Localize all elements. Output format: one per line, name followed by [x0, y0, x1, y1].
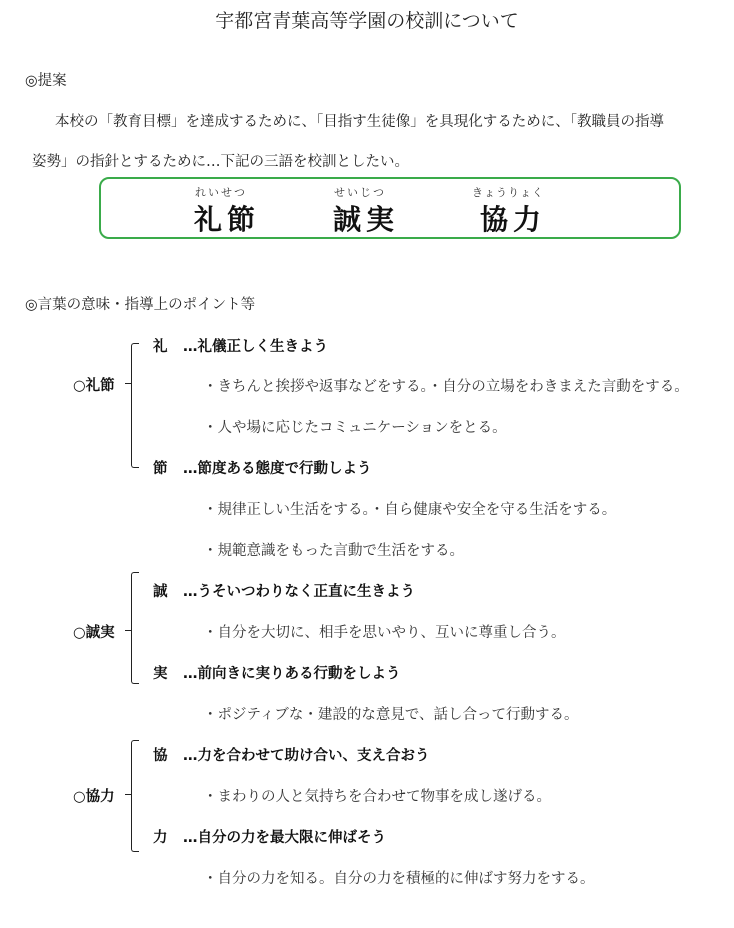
group-label-seijitsu: ○誠実	[73, 625, 115, 641]
point-rei-2: ・人や場に応じたコミュニケーションをとる。	[203, 420, 507, 436]
motto-word-reisetsu: 礼節	[194, 203, 261, 236]
brace-tick-seijitsu	[125, 630, 131, 631]
motto-ruby-reisetsu: れいせつ	[195, 186, 247, 199]
point-setsu-2: ・規範意識をもった言動で生活をする。	[203, 543, 464, 559]
sub-char-rei: 礼	[153, 339, 168, 355]
point-ryoku-1: ・自分の力を知る。自分の力を積極的に伸ばす努力をする。	[203, 871, 595, 887]
meaning-heading: ◎言葉の意味・指導上のポイント等	[25, 297, 256, 313]
sub-char-jitsu: 実	[153, 666, 168, 682]
sub-char-sei: 誠	[153, 584, 168, 600]
group-label-reisetsu: ○礼節	[73, 378, 115, 394]
motto-word-kyouryoku: 協力	[480, 203, 547, 236]
motto-ruby-kyouryoku: きょうりょく	[472, 186, 544, 199]
point-rei-1: ・きちんと挨拶や返事などをする。・自分の立場をわきまえた言動をする。	[203, 379, 689, 395]
brace-kyouryoku	[131, 740, 139, 852]
proposal-line-2: 姿勢」の指針とするために…下記の三語を校訓としたい。	[32, 154, 409, 170]
page-title: 宇都宮青葉高等学園の校訓について	[215, 10, 519, 32]
proposal-line-1: 本校の「教育目標」を達成するために、「目指す生徒像」を具現化するために、「教職員の指導	[55, 114, 664, 130]
sub-meaning-jitsu: …前向きに実りある行動をしよう	[183, 666, 401, 682]
sub-char-ryoku: 力	[153, 830, 168, 846]
sub-char-kyou: 協	[153, 748, 168, 764]
motto-word-seijitsu: 誠実	[333, 203, 400, 236]
brace-seijitsu	[131, 572, 139, 684]
motto-ruby-seijitsu: せいじつ	[334, 186, 386, 199]
point-jitsu-1: ・ポジティブな・建設的な意見で、話し合って行動する。	[203, 707, 579, 723]
brace-tick-kyouryoku	[125, 794, 131, 795]
point-setsu-1: ・規律正しい生活をする。・自ら健康や安全を守る生活をする。	[203, 502, 617, 518]
sub-meaning-kyou: …力を合わせて助け合い、支え合おう	[183, 748, 430, 764]
group-label-kyouryoku: ○協力	[73, 789, 115, 805]
sub-meaning-sei: …うそいつわりなく正直に生きよう	[183, 584, 415, 600]
point-kyou-1: ・まわりの人と気持ちを合わせて物事を成し遂げる。	[203, 789, 551, 805]
point-sei-1: ・自分を大切に、相手を思いやり、互いに尊重し合う。	[203, 625, 566, 641]
proposal-heading: ◎提案	[25, 73, 67, 89]
sub-meaning-ryoku: …自分の力を最大限に伸ばそう	[183, 830, 386, 846]
sub-meaning-setsu: …節度ある態度で行動しよう	[183, 461, 372, 477]
sub-char-setsu: 節	[153, 461, 168, 477]
brace-tick-reisetsu	[125, 383, 131, 384]
brace-reisetsu	[131, 343, 139, 468]
sub-meaning-rei: …礼儀正しく生きよう	[183, 339, 328, 355]
